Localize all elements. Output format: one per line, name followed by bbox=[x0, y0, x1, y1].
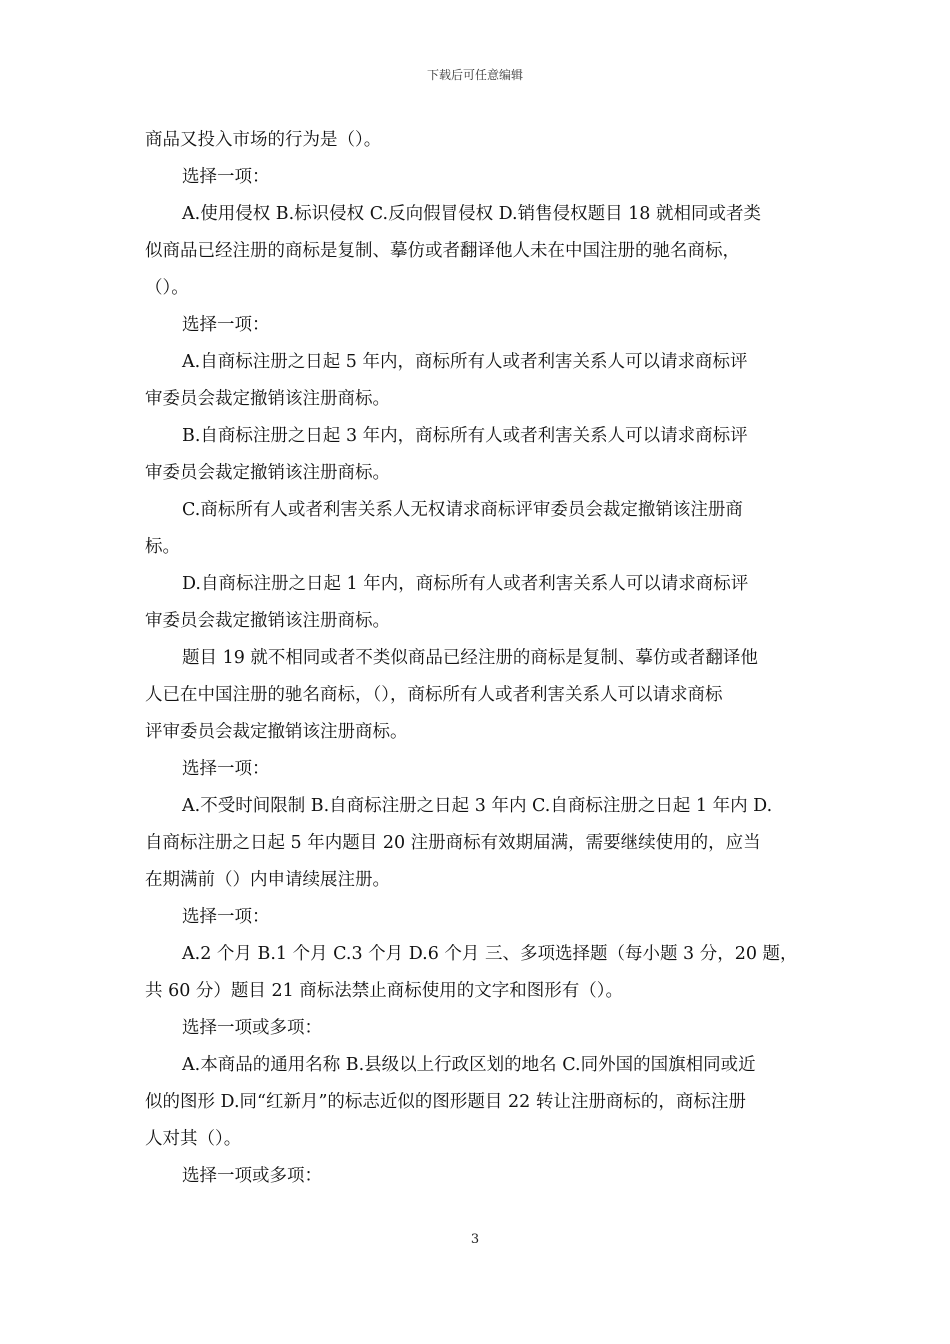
text-line: A.2 个月 B.1 个月 C.3 个月 D.6 个月 三、多项选择题（每小题 3 分，20 题， bbox=[182, 944, 798, 964]
page-number: 3 bbox=[470, 1232, 480, 1247]
text-line: 自商标注册之日起 5 年内题目 20 注册商标有效期届满，需要继续使用的，应当 bbox=[145, 833, 761, 853]
text-line: 共 60 分）题目 21 商标法禁止商标使用的文字和图形有（）。 bbox=[145, 981, 624, 1001]
text-line: 审委员会裁定撤销该注册商标。 bbox=[145, 389, 390, 409]
text-line: A.本商品的通用名称 B.县级以上行政区划的地名 C.同外国的国旗相同或近 bbox=[182, 1055, 756, 1075]
text-line: B.自商标注册之日起 3 年内，商标所有人或者利害关系人可以请求商标评 bbox=[182, 426, 748, 446]
page-header: 下载后可任意编辑 bbox=[426, 68, 523, 82]
text-line: 人已在中国注册的驰名商标，（），商标所有人或者利害关系人可以请求商标 bbox=[145, 685, 723, 705]
text-line: 选择一项或多项： bbox=[182, 1018, 322, 1038]
text-line: 选择一项或多项： bbox=[182, 1166, 322, 1186]
text-line: 题目 19 就不相同或者不类似商品已经注册的商标是复制、摹仿或者翻译他 bbox=[182, 648, 758, 668]
text-line: 选择一项： bbox=[182, 167, 270, 187]
text-line: 选择一项： bbox=[182, 907, 270, 927]
text-line: 评审委员会裁定撤销该注册商标。 bbox=[145, 722, 408, 742]
text-line: 选择一项： bbox=[182, 315, 270, 335]
text-line: 似商品已经注册的商标是复制、摹仿或者翻译他人未在中国注册的驰名商标， bbox=[145, 241, 740, 261]
text-line: （）。 bbox=[145, 278, 189, 298]
text-line: 审委员会裁定撤销该注册商标。 bbox=[145, 463, 390, 483]
text-line: A.不受时间限制 B.自商标注册之日起 3 年内 C.自商标注册之日起 1 年内 D. bbox=[182, 796, 773, 816]
text-line: 在期满前（）内申请续展注册。 bbox=[145, 870, 390, 890]
text-line: D.自商标注册之日起 1 年内，商标所有人或者利害关系人可以请求商标评 bbox=[182, 574, 749, 594]
text-line: 审委员会裁定撤销该注册商标。 bbox=[145, 611, 390, 631]
text-line: 似的图形 D.同“红新月”的标志近似的图形题目 22 转让注册商标的，商标注册 bbox=[145, 1092, 746, 1112]
text-line: A.自商标注册之日起 5 年内，商标所有人或者利害关系人可以请求商标评 bbox=[182, 352, 748, 372]
text-line: 人对其（）。 bbox=[145, 1129, 242, 1149]
text-line: 商品又投入市场的行为是（）。 bbox=[145, 130, 382, 150]
text-line: 标。 bbox=[145, 537, 180, 557]
document-body bbox=[145, 122, 810, 1195]
text-line: A.使用侵权 B.标识侵权 C.反向假冒侵权 D.销售侵权题目 18 就相同或者类 bbox=[182, 204, 762, 224]
text-line: C.商标所有人或者利害关系人无权请求商标评审委员会裁定撤销该注册商 bbox=[182, 500, 743, 520]
text-line: 选择一项： bbox=[182, 759, 270, 779]
